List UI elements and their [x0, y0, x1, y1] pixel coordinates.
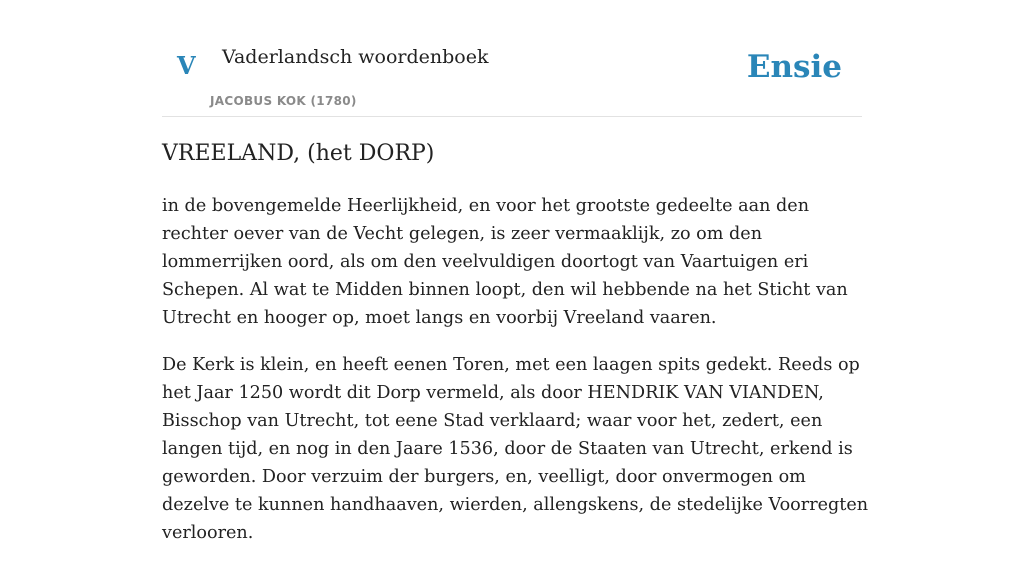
ensie-logo-link[interactable]: Ensie	[746, 49, 842, 85]
entry-headword: VREELAND, (het DORP)	[162, 141, 435, 166]
book-author: JACOBUS KOK (1780)	[210, 94, 357, 108]
entry-paragraph: in de bovengemelde Heerlijkheid, en voor het grootste gedeelte aan den rechter oever van de Vecht gelegen, is zeer vermaaklijk, zo om den lommerrijken oord, als om den veelvuldigen doortogt van Vaartuigen eri Schepen. Al wat te Midden binnen loopt, den wil hebbende na het Sticht van Utrecht en hooger op, moet langs en voorbij Vreeland vaaren.	[162, 196, 848, 328]
entry-paragraph: De Kerk is klein, en heeft eenen Toren, met een laagen spits gedekt. Reeds op het Jaar 1250 wordt dit Dorp vermeld, als door HENDRIK VAN VIANDEN, Bisschop van Utrecht, tot eene Stad verklaard; waar voor het, zedert, een langen tijd, en nog in den Jaare 1536, door de Staaten van Utrecht, erkend is geworden. Door verzuim der burgers, en, veelligt, door onvermogen om dezelve te kunnen handhaaven, wierden, allengskens, de stedelijke Voorregten verlooren.	[162, 355, 869, 543]
header	[162, 0, 862, 117]
entry-body	[162, 192, 872, 566]
letter-index-link[interactable]: V	[177, 51, 196, 80]
book-title-link[interactable]: Vaderlandsch woordenboek	[222, 46, 489, 68]
